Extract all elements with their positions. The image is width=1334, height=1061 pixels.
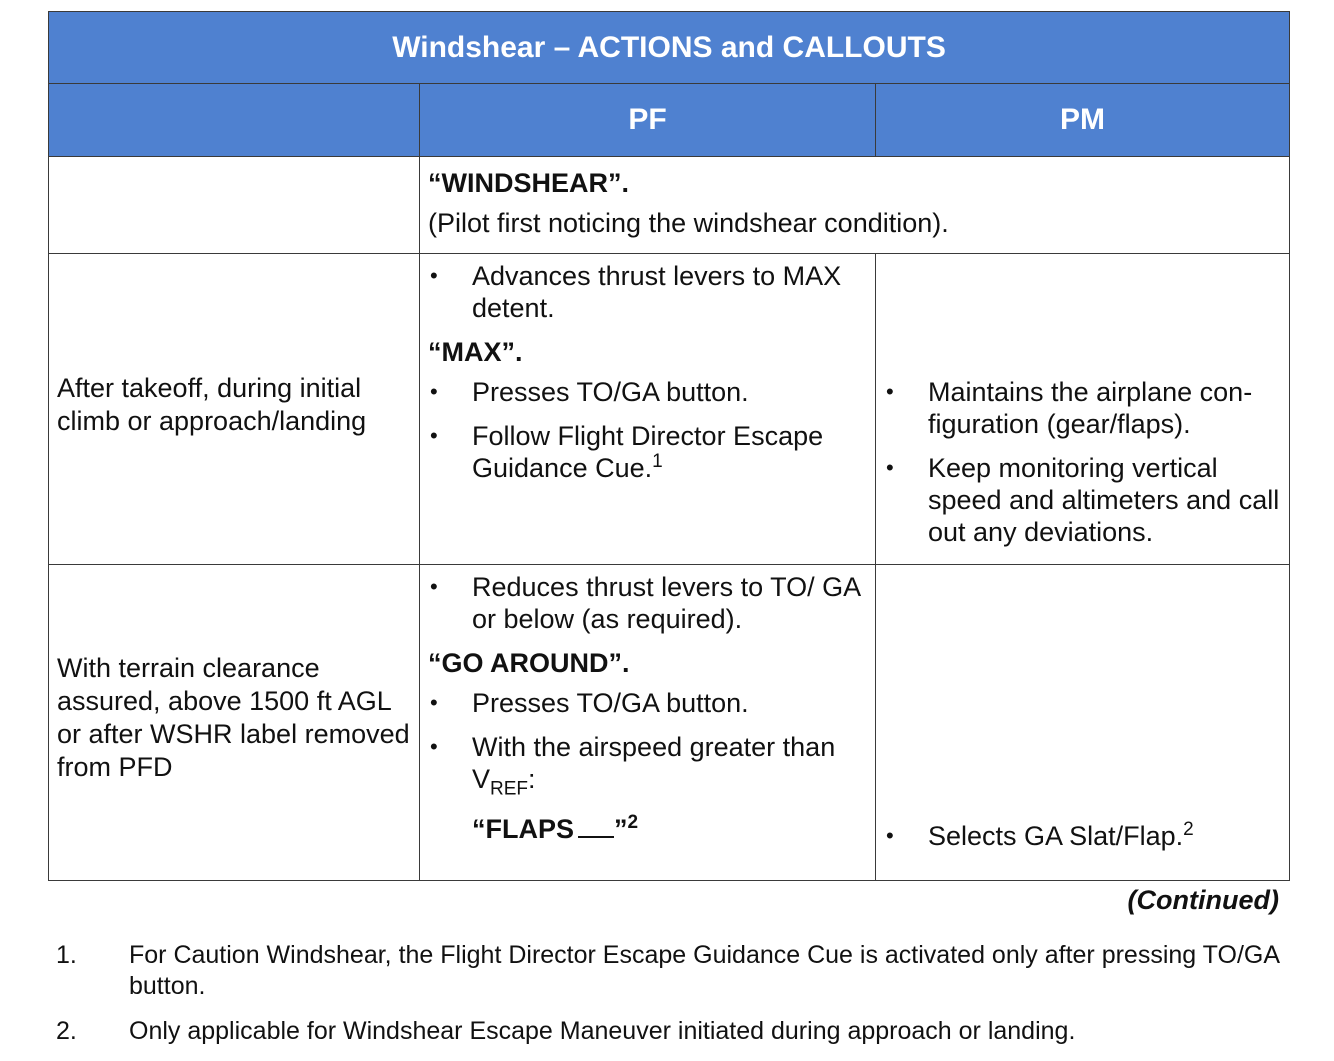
footnote-ref: 2 xyxy=(627,812,639,833)
footnote-number: 1. xyxy=(56,941,77,969)
condition-cell xyxy=(49,565,420,881)
table-title: Windshear – ACTIONS and CALLOUTS xyxy=(49,12,1290,84)
table-row xyxy=(49,254,1290,565)
callout-flaps xyxy=(428,813,867,845)
pf-action-text: Follow Flight Director Escape Guidance Cue. xyxy=(472,421,824,483)
flaps-blank xyxy=(578,814,614,838)
pf-action: • Presses TO/GA button. xyxy=(428,687,867,719)
vref-subscript: REF xyxy=(490,778,529,800)
footnote-text: For Caution Windshear, the Flight Director Escape Guidance Cue is activated only after pressing TO/GA button. xyxy=(129,941,1279,1000)
pf-cell xyxy=(420,565,876,881)
pm-action: • Keep monitoring vertical speed and altimeters and call out any deviations. xyxy=(884,452,1281,548)
column-header-pf: PF xyxy=(420,84,876,157)
callout-note: (Pilot first noticing the windshear condition). xyxy=(428,208,949,238)
pf-action: • Advances thrust levers to MAX detent. xyxy=(428,260,867,324)
pf-cell xyxy=(420,254,876,565)
column-header-pm: PM xyxy=(876,84,1290,157)
condition-cell xyxy=(49,254,420,565)
footnote-text: Only applicable for Windshear Escape Maneuver initiated during approach or landing. xyxy=(129,1017,1076,1045)
footnote xyxy=(56,1016,1286,1047)
pf-action xyxy=(428,420,867,484)
table-row xyxy=(49,157,1290,254)
pf-action-colon: : xyxy=(528,764,536,794)
windshear-table xyxy=(48,11,1290,881)
pf-action xyxy=(428,731,867,800)
callout-go-around: “GO AROUND”. xyxy=(428,648,630,678)
footnote-ref: 1 xyxy=(652,451,663,472)
pm-cell xyxy=(876,254,1290,565)
footnote-number: 2. xyxy=(56,1017,77,1045)
condition-text: With terrain clearance assured, above 1500 ft AGL or after WSHR label removed from PFD xyxy=(57,653,410,782)
pm-cell xyxy=(876,565,1290,881)
pf-action: • Presses TO/GA button. xyxy=(428,376,867,408)
pm-action-text: Selects GA Slat/Flap. xyxy=(928,821,1184,851)
pf-action: • Reduces thrust levers to TO/ GA or below (as required). xyxy=(428,571,867,635)
pf-action-text: With the airspeed greater than V xyxy=(472,732,836,794)
callout-windshear: “WINDSHEAR”. xyxy=(428,168,629,198)
flaps-quote: ” xyxy=(614,814,628,844)
footnote xyxy=(56,940,1286,1002)
header-empty-cell xyxy=(49,84,420,157)
table-row xyxy=(49,565,1290,881)
continued-label: (Continued) xyxy=(1127,885,1279,915)
pm-action: • Maintains the airplane con-figuration (gear/flaps). xyxy=(884,376,1281,440)
condition-text: After takeoff, during initial climb or approach/landing xyxy=(57,373,367,436)
flaps-label: “FLAPS xyxy=(472,814,575,844)
callout-max: “MAX”. xyxy=(428,337,523,367)
footnotes xyxy=(56,940,1286,1061)
pm-action xyxy=(884,820,1281,852)
condition-cell-empty xyxy=(49,157,420,254)
footnote-ref: 2 xyxy=(1183,819,1194,840)
pf-cell xyxy=(420,157,1290,254)
